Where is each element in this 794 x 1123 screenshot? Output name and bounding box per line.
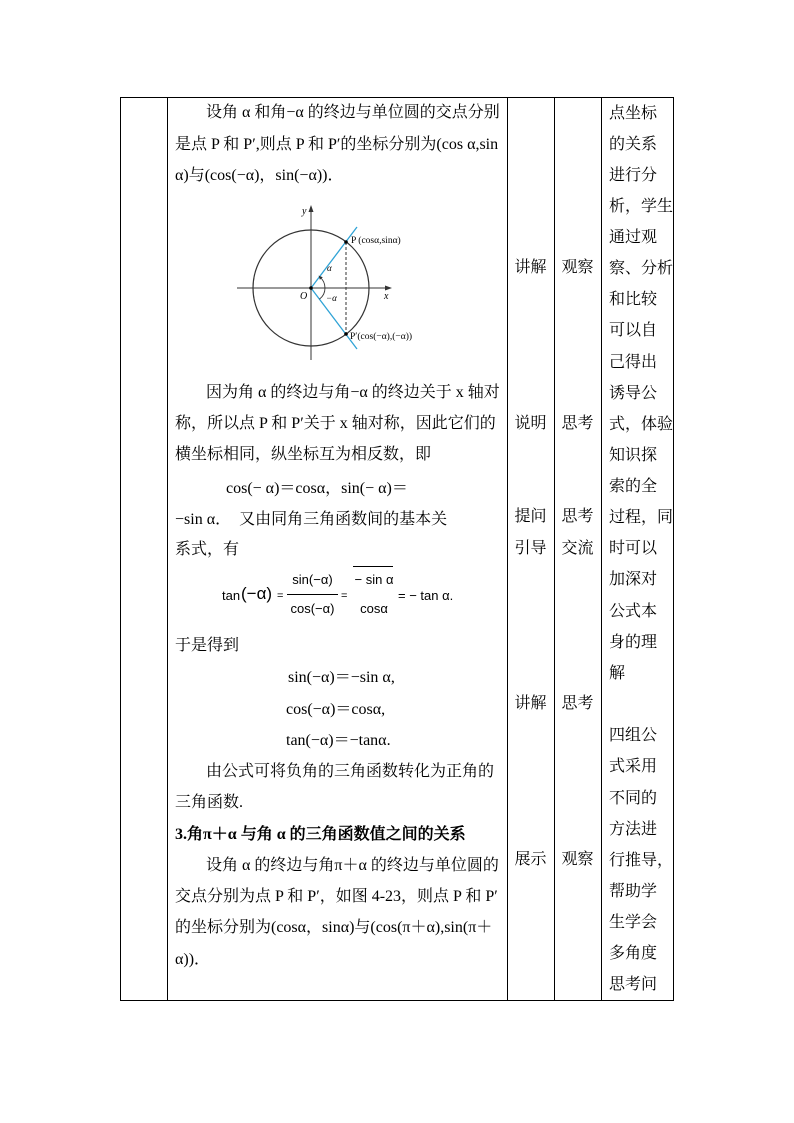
content-line: α))． <box>175 951 211 968</box>
formula-denominator: cosα <box>360 601 388 616</box>
content-line: 设角 α 和角−α 的终边与单位圆的交点分别 <box>206 104 500 121</box>
y-axis-label: y <box>302 206 307 217</box>
angle-alpha-label: α <box>327 263 332 273</box>
student-activity: 观察 <box>561 851 594 868</box>
point-p-label: P (cosα,sinα) <box>351 236 401 246</box>
design-intent-line: 索的全 <box>609 478 658 495</box>
formula-denominator: cos(−α) <box>290 601 335 616</box>
design-intent-line: 的关系 <box>609 135 658 153</box>
section-heading: 3.角π＋α 与角 α 的三角函数值之间的关系 <box>175 826 466 843</box>
content-line: 由公式可将负角的三角函数转化为正角的 <box>206 763 495 780</box>
point-p <box>344 240 348 244</box>
design-intent-block <box>609 720 674 1000</box>
design-intent-line: 知识探 <box>609 446 658 464</box>
student-activity: 思考 <box>561 508 594 525</box>
design-intent-line: 方法进 <box>609 820 658 838</box>
content-line: α)与(cos(−α)，sin(−α))． <box>175 167 344 184</box>
teacher-activity: 讲解 <box>514 695 547 712</box>
design-intent-line: 行推导， <box>609 851 674 869</box>
design-intent-line: 可以自 <box>609 322 658 340</box>
teacher-activity: 提问 <box>514 508 547 525</box>
content-line: 系式，有 <box>175 541 240 558</box>
column-divider <box>601 97 602 1000</box>
design-intent-line: 析，学生 <box>609 197 674 215</box>
student-activity: 思考 <box>561 415 594 432</box>
design-intent-line: 公式本 <box>609 602 658 620</box>
content-line: cos(− α)＝cosα，sin(− α)＝ <box>226 480 408 497</box>
formula-equals: = <box>341 590 348 602</box>
design-intent-line: 式采用 <box>609 758 658 776</box>
content-line: 是点 P 和 P′,则点 P 和 P′的坐标分别为(cos α,sin <box>175 136 499 153</box>
content-line: 交点分别为点 P 和 P′，如图 4-23，则点 P 和 P′ <box>175 888 498 905</box>
formula-numerator: sin(−α) <box>292 572 333 587</box>
design-intent-line: 己得出 <box>609 353 658 371</box>
x-axis-label: x <box>384 291 389 302</box>
design-intent-line: 和比较 <box>609 291 658 309</box>
design-intent-line: 身的理 <box>609 633 658 651</box>
design-intent-line: 点坐标 <box>609 104 658 122</box>
content-line: 的坐标分别为(cosα，sinα)与(cos(π＋α),sin(π＋ <box>175 919 493 936</box>
angle-arc-neg-alpha <box>319 288 325 299</box>
teacher-activity: 讲解 <box>514 259 547 276</box>
identity-line: sin(−α)＝−sin α, <box>288 669 395 686</box>
fraction-bar <box>287 594 338 595</box>
formula-arg: (−α) <box>241 584 273 603</box>
design-intent-line: 帮助学 <box>609 882 658 900</box>
design-intent-line: 通过观 <box>609 229 658 246</box>
origin-label: O <box>300 291 308 302</box>
column-divider <box>167 97 168 1000</box>
design-intent-line: 多角度 <box>609 945 658 963</box>
identity-line: tan(−α)＝−tanα. <box>286 732 391 749</box>
design-intent-line: 进行分 <box>609 166 658 184</box>
design-intent-line: 时可以 <box>609 540 658 558</box>
formula-equals: = <box>277 590 284 602</box>
content-line: 三角函数. <box>175 794 244 811</box>
formula-result: = − tan α. <box>398 588 454 603</box>
student-activity: 交流 <box>561 540 594 557</box>
design-intent-line: 解 <box>609 664 626 682</box>
design-intent-line: 生学会 <box>609 914 658 932</box>
content-line: 横坐标相同，纵坐标互为相反数，即 <box>175 446 432 463</box>
content-line: 称，所以点 P 和 P′关于 x 轴对称，因此它们的 <box>175 415 496 432</box>
unit-circle-figure <box>230 200 440 365</box>
design-intent-line: 式，体验 <box>609 415 674 433</box>
origin-point <box>309 286 313 290</box>
y-axis-arrow <box>309 205 314 212</box>
design-intent-line: 加深对 <box>609 571 658 589</box>
teacher-activity: 展示 <box>514 851 547 868</box>
student-activity: 思考 <box>561 695 594 712</box>
content-line: 因为角 α 的终边与角−α 的终边关于 x 轴对 <box>206 384 500 401</box>
formula-numerator: − sin α <box>354 572 394 587</box>
teacher-activity: 说明 <box>514 415 547 432</box>
teacher-activity: 引导 <box>514 540 547 557</box>
student-activity: 观察 <box>561 259 594 276</box>
content-line: −sin α． 又由同角三角函数间的基本关 <box>175 511 448 528</box>
formula-fn: tan <box>222 588 241 603</box>
design-intent-line: 诱导公 <box>609 384 658 402</box>
point-p-prime <box>344 332 348 336</box>
design-intent-line: 过程，同 <box>609 509 674 527</box>
design-intent-line: 不同的 <box>609 789 658 807</box>
design-intent-line: 四组公 <box>609 727 658 745</box>
design-intent-line: 察、分析 <box>609 260 674 278</box>
point-p-prime-label: P′(cos(−α),(−α)) <box>350 332 413 342</box>
overline <box>353 566 393 567</box>
identity-line: cos(−α)＝cosα, <box>286 701 386 718</box>
content-line: 于是得到 <box>175 637 240 654</box>
design-intent-line: 思考问 <box>609 976 658 994</box>
content-line: 设角 α 的终边与角π＋α 的终边与单位圆的 <box>206 857 499 874</box>
angle-neg-alpha-label: −α <box>326 293 337 303</box>
x-axis-arrow <box>385 286 392 291</box>
design-intent-block <box>609 98 674 689</box>
